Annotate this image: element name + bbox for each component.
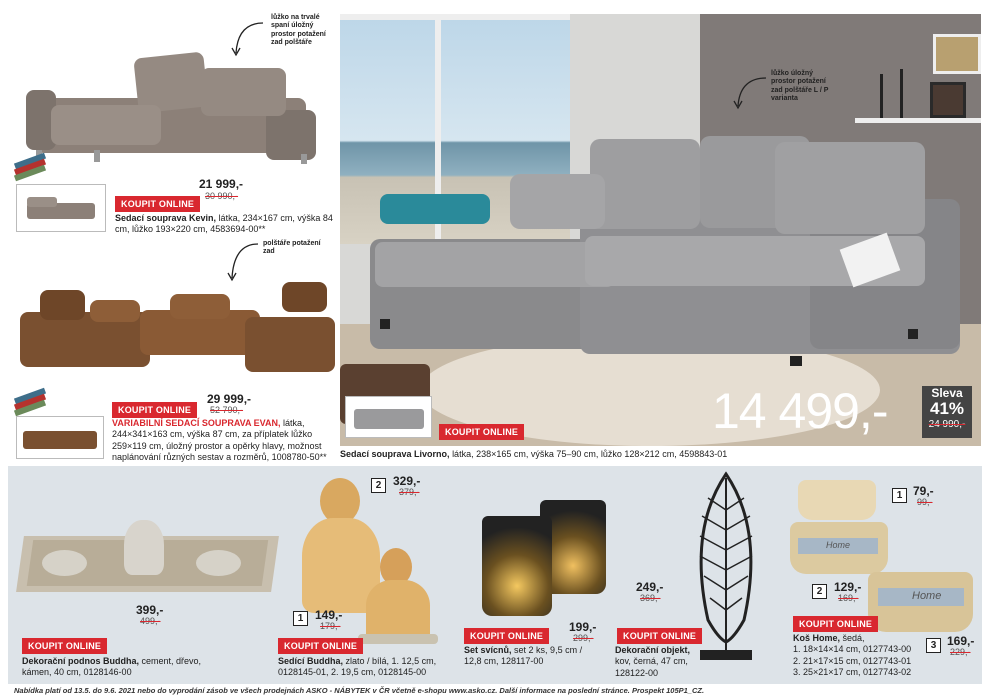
baskets-buy-online-button[interactable]: KOUPIT ONLINE <box>793 616 878 632</box>
basket-old-price-1: 99,- <box>917 497 933 507</box>
kevin-sofa-image <box>26 50 326 165</box>
livorno-discount-value: 41% <box>929 399 965 418</box>
evan-price: 29 999,- <box>207 392 252 406</box>
evan-buy-online-button[interactable]: KOUPIT ONLINE <box>112 402 197 418</box>
livorno-old-price: 24 990,- <box>928 419 966 430</box>
buddha-description <box>278 656 463 679</box>
candles-old-price: 299,- <box>573 633 594 643</box>
kevin-arrow-icon <box>228 18 268 58</box>
candles-name: Set svícnů, <box>464 645 512 655</box>
basket-price-1: 79,- <box>913 484 934 498</box>
kevin-old-price: 30 990,- <box>205 191 239 201</box>
livorno-price: 14 499,- <box>712 383 888 439</box>
kevin-description <box>115 213 337 236</box>
leaf-price: 249,- <box>636 580 664 594</box>
buddha-name: Sedící Buddha, <box>278 656 344 666</box>
leaf-buy-online-button[interactable]: KOUPIT ONLINE <box>617 628 702 644</box>
basket-size-badge-3: 3 <box>926 638 941 653</box>
kevin-name: Sedací souprava Kevin, <box>115 213 217 223</box>
livorno-arrow-icon <box>726 72 770 112</box>
kevin-desc: látka, 234×167 cm, výška 84 cm, lůžko 193×220 cm, 4583694-00** <box>115 213 333 235</box>
livorno-description <box>340 449 940 460</box>
evan-sofa-image <box>20 282 335 377</box>
leaf-old-price: 369,- <box>640 593 661 603</box>
baskets-color: šedá, <box>842 633 865 643</box>
candles-price: 199,- <box>569 620 597 634</box>
basket-label: Home <box>826 540 851 550</box>
basket-price-2: 129,- <box>834 580 862 594</box>
basket-old-price-2: 169,- <box>838 593 859 603</box>
buddha-old-price-2: 379,- <box>399 487 420 497</box>
candles-description <box>464 645 589 668</box>
tray-price: 399,- <box>136 603 164 617</box>
kevin-buy-online-button[interactable]: KOUPIT ONLINE <box>115 196 200 212</box>
leaf-desc: kov, černá, 47 cm, 128122-00 <box>615 656 688 678</box>
candles-buy-online-button[interactable]: KOUPIT ONLINE <box>464 628 549 644</box>
leaf-description <box>615 645 705 679</box>
baskets-name: Koš Home, <box>793 633 841 643</box>
evan-bed-thumbnail[interactable] <box>16 416 104 459</box>
evan-arrow-icon <box>222 238 262 284</box>
livorno-desc: látka, 238×165 cm, výška 75–90 cm, lůžko 128×212 cm, 4598843-01 <box>452 449 728 459</box>
livorno-discount-badge <box>922 386 972 438</box>
livorno-name: Sedací souprava Livorno, <box>340 449 450 459</box>
evan-old-price: 52 790,- <box>210 405 244 415</box>
buddha-price-1: 149,- <box>315 608 343 622</box>
tray-description <box>22 656 202 679</box>
baskets-line-3: 3. 25×21×17 cm, 0127743-02 <box>793 666 912 677</box>
buddha-buy-online-button[interactable]: KOUPIT ONLINE <box>278 638 363 654</box>
baskets-line-1: 1. 18×14×14 cm, 0127743-00 <box>793 644 912 655</box>
leaf-name: Dekorační objekt, <box>615 645 691 655</box>
candles-desc: set 2 ks, 9,5 cm / 12,8 cm, 128117-00 <box>464 645 583 667</box>
basket-size-badge-1: 1 <box>892 488 907 503</box>
buddha-size-badge-2: 2 <box>371 478 386 493</box>
buddha-size-badge-1: 1 <box>293 611 308 626</box>
tray-buy-online-button[interactable]: KOUPIT ONLINE <box>22 638 107 654</box>
footer-disclaimer: Nabídka platí od 13.5. do 9.6. 2021 nebo do vyprodání zásob ve všech prodejnách ASKO - NÁBYTEK v ČR včetně e-shopu www.asko.cz. Další informace na poslední stránce. Prospekt 105P1_CZ. <box>14 686 705 695</box>
kevin-price: 21 999,- <box>199 177 244 191</box>
basket-label-large: Home <box>912 590 942 602</box>
livorno-discount-label: Sleva <box>931 386 963 400</box>
tray-name: Dekorační podnos Buddha, <box>22 656 140 666</box>
livorno-bed-thumbnail[interactable] <box>345 396 432 438</box>
buddha-desc: zlato / bílá, 1. 12,5 cm, 0128145-01, 2. 19,5 cm, 0128145-00 <box>278 656 437 678</box>
candle-set-image <box>482 500 612 620</box>
buddha-tray-image <box>20 520 275 592</box>
livorno-buy-online-button[interactable]: KOUPIT ONLINE <box>439 424 524 440</box>
evan-swatches <box>14 393 46 415</box>
evan-name: VARIABILNÍ SEDACÍ SOUPRAVA EVAN, <box>112 418 281 428</box>
basket-price-3: 169,- <box>947 634 975 648</box>
evan-description <box>112 418 337 463</box>
evan-feature-note: polštáře potažení zad <box>263 240 321 256</box>
basket-size-badge-2: 2 <box>812 584 827 599</box>
kevin-bed-thumbnail[interactable] <box>16 184 106 232</box>
tray-old-price: 499,- <box>140 616 161 626</box>
livorno-feature-note: lůžko úložný prostor potažení zad polštáře L / P varianta <box>771 70 829 103</box>
evan-desc: látka, 244×341×163 cm, výška 87 cm, za příplatek lůžko 259×119 cm, úložný prostor a opěrky hlavy, možnost naplánování různých sestav a rozměrů, 1008780-50** <box>112 418 327 462</box>
kevin-feature-note: lůžko na trvalé spaní úložný prostor potažení zad polštáře <box>271 14 326 47</box>
kevin-swatches <box>14 158 46 180</box>
buddha-old-price-1: 179,- <box>320 621 341 631</box>
baskets-description <box>793 633 933 678</box>
basket-old-price-3: 229,- <box>950 647 971 657</box>
baskets-line-2: 2. 21×17×15 cm, 0127743-01 <box>793 655 912 666</box>
buddha-price-2: 329,- <box>393 474 421 488</box>
tray-desc: cement, dřevo, kámen, 40 cm, 0128146-00 <box>22 656 202 678</box>
